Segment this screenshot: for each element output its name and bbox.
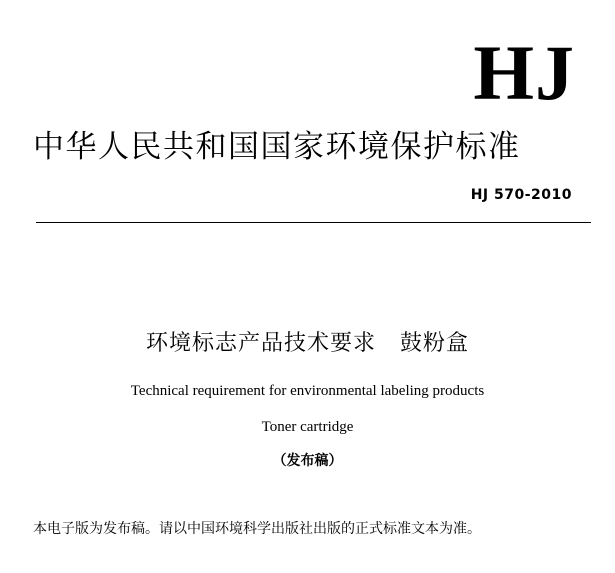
issuing-org-name: 中华人民共和国国家环境保护标准 [33, 129, 521, 165]
edition-notice: 本电子版为发布稿。请以中国环境科学出版社出版的正式标准文本为准。 [33, 521, 481, 537]
document-subtitle-en: Toner cartridge [261, 419, 354, 435]
document-title-en: Technical requirement for environmental labeling products [130, 383, 485, 399]
standard-number: HJ 570-2010 [470, 187, 572, 203]
standard-logo: HJ [473, 29, 575, 116]
header-divider [36, 222, 591, 223]
release-status: （发布稿） [272, 453, 343, 469]
document-title-cn: 环境标志产品技术要求 鼓粉盒 [146, 331, 469, 356]
